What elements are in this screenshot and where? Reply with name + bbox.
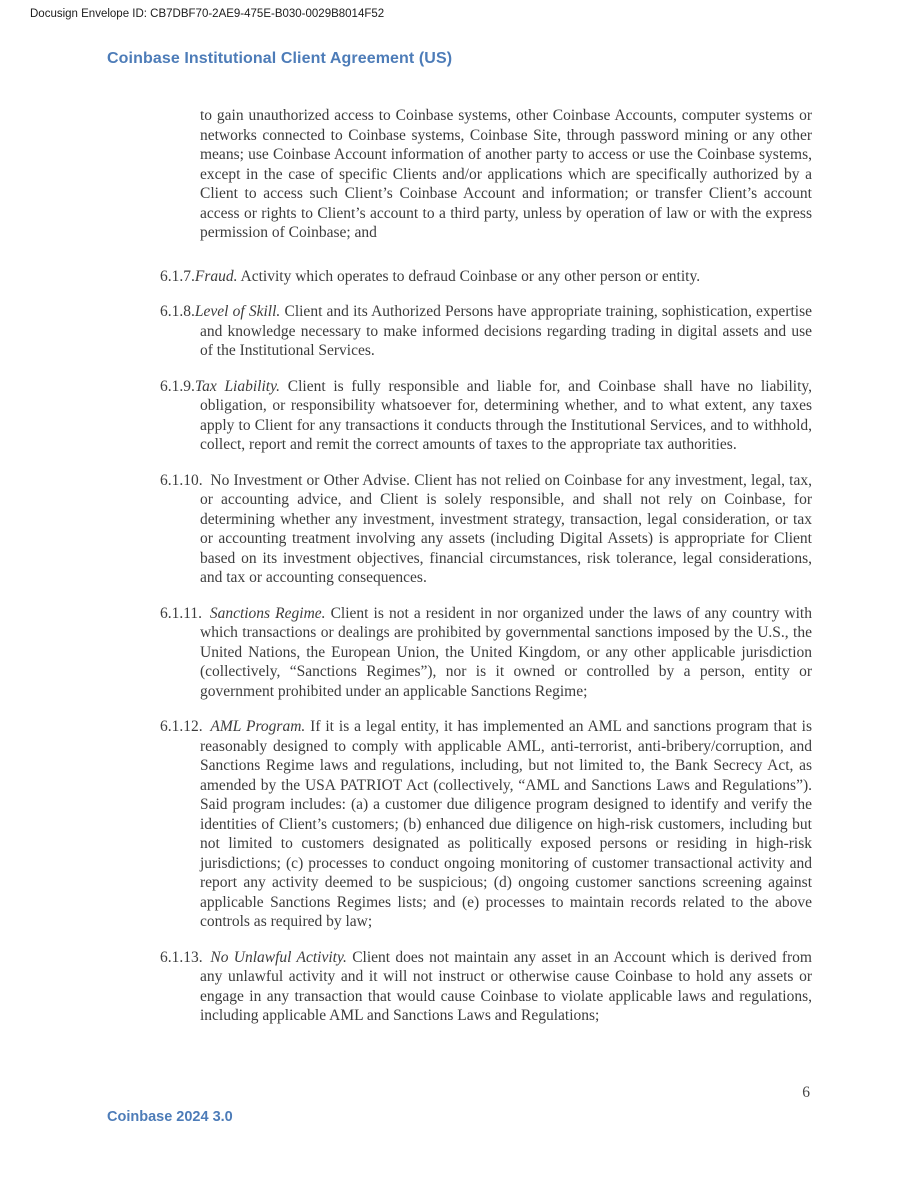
clause-heading: No Unlawful Activity. [210,948,347,966]
clause [160,717,812,932]
clause-number: 6.1.13. [160,948,203,966]
clause [160,604,812,702]
clause-text: Client has not relied on Coinbase for any investment, legal, tax, or accounting advice, and Client is solely responsible, and shall not rely on Coinbase, for determining whether any investment, investment strategy, transaction, legal consideration, or tax or accounting treatment involving any assets (including Digital Assets) is appropriate for Client based on its investment objectives, financial circumstances, risk tolerance, legal considerations, and tax or accounting consequences. [200,471,812,586]
clause-text: Client and its Authorized Persons have appropriate training, sophistication, expertise and knowledge necessary to make informed decisions regarding trading in digital assets and use of the Institutional Services. [200,303,813,359]
clause-text: Client is fully responsible and liable for, and Coinbase shall have no liability, obligation, or responsibility whatsoever for, determining whether, and to what extent, any taxes apply to Client for any transactions it conducts through the Institutional Services, and to withhold, collect, report and remit the correct amounts of taxes to the appropriate tax authorities. [200,377,812,453]
document-body [0,106,918,1042]
clause-number: 6.1.8. [160,303,195,320]
clause-list [0,267,918,1026]
clause-heading: Fraud. [194,267,238,285]
clause-number: 6.1.9. [160,377,195,395]
clause [160,267,812,287]
clause-heading: Sanctions Regime. [209,604,326,622]
clause-number: 6.1.7. [160,267,195,285]
clause-text: If it is a legal entity, it has implemented an AML and sanctions program that is reasonably designed to comply with applicable AML, anti-terrorist, anti-bribery/corruption, and Sanctions Regime laws and regulations, including, but not limited to, the Bank Secrecy Act, as amended by the USA PATRIOT Act (collectively, “AML and Sanctions Laws and Regulations”). Said program includes: (a) a customer due diligence program designed to identify and verify the identities of Client’s customers; (b) enhanced due diligence on high-risk customers, including but not limited to customers designated as politically exposed persons or residing in high-risk jurisdictions; (c) processes to conduct ongoing monitoring of customer transactional activity and report any activity deemed to be suspicious; (d) ongoing customer sanctions screening against applicable Sanctions Regimes lists; and (e) processes to maintain records related to the above controls as required by law; [200,718,812,930]
clause-heading: AML Program. [210,718,306,735]
clause-text: Client does not maintain any asset in an Account which is derived from any unlawful activity and it will not instruct or otherwise cause Coinbase to hold any assets or engage in any transaction that would cause Coinbase to violate applicable laws and regulations, including applicable AML and Sanctions Laws and Regulations; [200,948,812,1024]
page-number: 6 [802,1084,810,1101]
footer-version: Coinbase 2024 3.0 [107,1109,233,1125]
clause-gap [202,605,210,622]
clause [160,377,812,455]
clause-heading: No Investment or Other Advise. [210,471,411,489]
clause [160,302,813,361]
clause-number: 6.1.12. [160,718,203,735]
clause-number: 6.1.11. [160,604,203,622]
paragraph-continuation: to gain unauthorized access to Coinbase systems, other Coinbase Accounts, computer systems or networks connected to Coinbase systems, Coinbase Site, through password mining or any other means; use Coinbase Account information of another party to access or use the Coinbase systems, except in the case of specific Clients and/or applications which are specifically authorized by a Client to access such Client’s Coinbase Account and information; or transfer Client’s account access or rights to Client’s account to a third party, unless by operation of law or with the express permission of Coinbase; and [200,107,812,241]
clause-text: Client is not a resident in nor organized under the laws of any country with which transactions or dealings are prohibited by governmental sanctions imposed by the U.S., the United Nations, the European Union, the United Kingdom, or any other applicable jurisdiction (collectively, “Sanctions Regimes”), nor is it owned or controlled by a person, entity or government prohibited under an applicable Sanctions Regime; [200,604,812,700]
clause [160,471,812,588]
docusign-envelope-id: Docusign Envelope ID: CB7DBF70-2AE9-475E-B030-0029B8014F52 [30,8,385,20]
clause-number: 6.1.10. [160,471,203,489]
document-title: Coinbase Institutional Client Agreement (US) [107,50,453,67]
clause-text: Activity which operates to defraud Coinbase or any other person or entity. [237,267,701,285]
clause-heading: Tax Liability. [194,377,280,395]
clause-heading: Level of Skill. [194,303,281,320]
clause [160,948,812,1026]
